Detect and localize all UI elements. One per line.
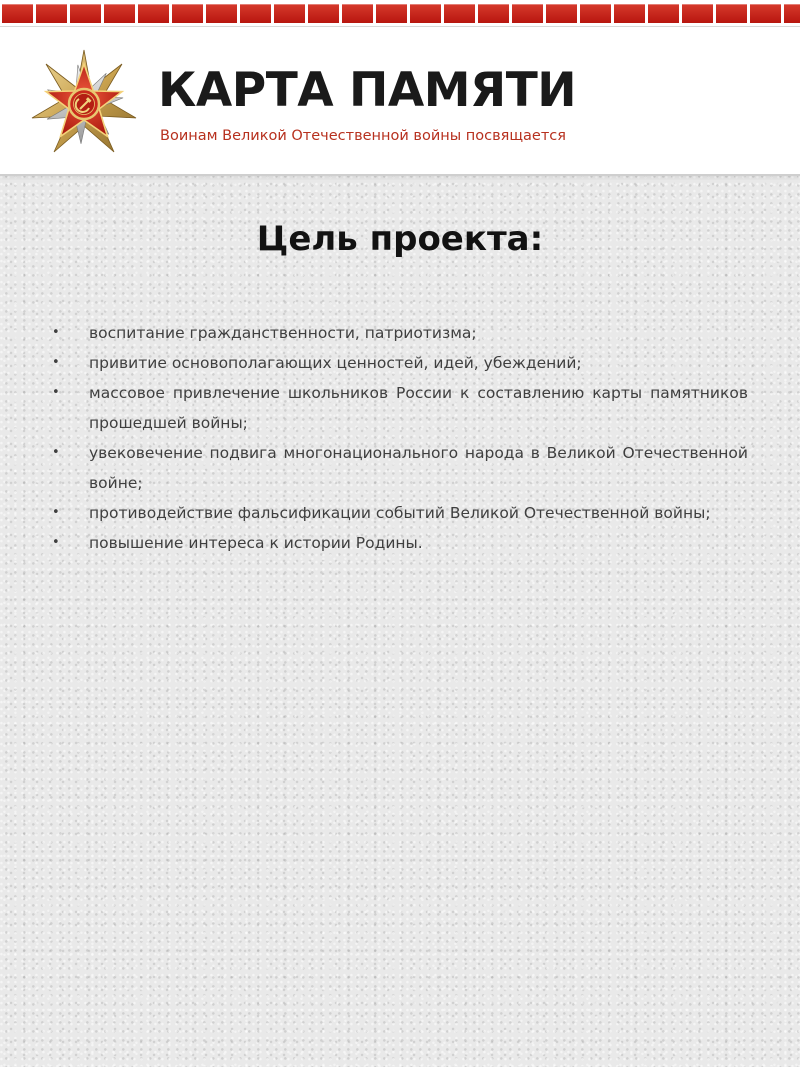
stripe-block [36,4,67,23]
bullet-icon: • [52,385,60,400]
stripe-block [546,4,577,23]
header-banner [0,27,800,176]
stripe-block [342,4,373,23]
list-item [52,318,748,348]
site-subtitle: Воинам Великой Отечественной войны посвящается [160,128,566,144]
bullet-icon: • [52,535,60,550]
stripe-block [614,4,645,23]
stripe-block [2,4,33,23]
stripe-block [648,4,679,23]
list-item [52,438,748,498]
goal-text: противодействие фальсификации событий Великой Отечественной войны; [89,504,711,522]
bullet-icon: • [52,325,60,340]
bullet-icon: • [52,505,60,520]
stripe-block [308,4,339,23]
goal-text: массовое привлечение школьников России к составлению карты памятников прошедшей войны; [89,384,748,432]
list-item [52,378,748,438]
stripe-block [376,4,407,23]
stripe-block [478,4,509,23]
stripe-block [172,4,203,23]
stripe-block [70,4,101,23]
goal-text: привитие основополагающих ценностей, идей, убеждений; [89,354,582,372]
stripe-block [274,4,305,23]
stripe-block [750,4,781,23]
stripe-block [784,4,800,23]
site-title: КАРТА ПАМЯТИ [158,63,577,118]
top-decorative-stripe [0,0,800,27]
goal-text: увековечение подвига многонационального народа в Великой Отечественной войне; [89,444,748,492]
stripe-block [104,4,135,23]
stripe-block [240,4,271,23]
list-item [52,498,748,528]
stripe-block [580,4,611,23]
stripe-block [138,4,169,23]
stripe-block [512,4,543,23]
bullet-icon: • [52,445,60,460]
bullet-icon: • [52,355,60,370]
stripe-block [682,4,713,23]
order-of-patriotic-war-icon [28,46,140,158]
stripe-block [716,4,747,23]
stripe-block [206,4,237,23]
stripe-block [410,4,441,23]
slide-title: Цель проекта: [256,219,544,259]
stripe-block [444,4,475,23]
goals-list [52,318,748,558]
goal-text: повышение интереса к истории Родины. [89,534,423,552]
list-item [52,528,748,558]
goal-text: воспитание гражданственности, патриотизма; [89,324,477,342]
list-item [52,348,748,378]
